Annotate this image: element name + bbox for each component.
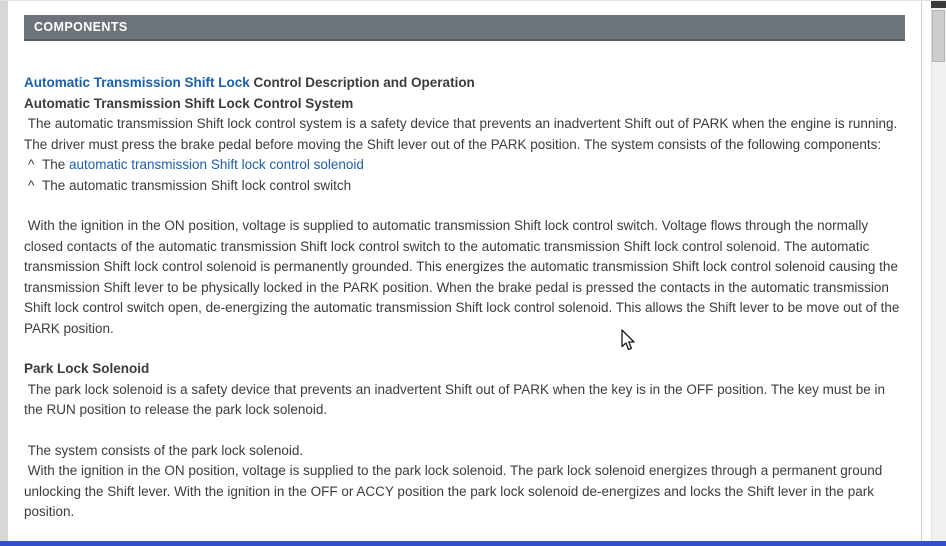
park-lock-paragraph-2: The system consists of the park lock solenoid. — [24, 442, 304, 458]
system-heading: Automatic Transmission Shift Lock Control System — [24, 95, 354, 111]
park-lock-heading: Park Lock Solenoid — [24, 361, 150, 376]
scrollbar-top-cap — [931, 1, 946, 8]
list-item-text: The automatic transmission Shift lock control switch — [42, 177, 352, 193]
section-header-title: COMPONENTS — [34, 20, 128, 34]
page-right-border — [921, 1, 922, 546]
list-item-prefix: The — [42, 157, 70, 172]
left-gutter — [0, 1, 8, 546]
document-title-rest: Control Description and Operation — [249, 75, 475, 90]
bullet-marker: ^ — [28, 157, 35, 172]
list-item-text — [42, 155, 364, 176]
list-item-switch — [24, 176, 906, 197]
list-item-solenoid — [24, 155, 906, 176]
vertical-scrollbar[interactable] — [931, 1, 946, 546]
bullet-marker: ^ — [28, 177, 35, 193]
park-lock-paragraph-1: The park lock solenoid is a safety device that prevents an inadvertent Shift out of PARK when the key is in the OFF position. The key must be in the RUN position to release the park lock solenoid. — [24, 381, 889, 417]
document-title — [24, 73, 906, 94]
park-lock-paragraph-3: With the ignition in the ON position, voltage is supplied to the park lock solenoid. The park lock solenoid energizes through a permanent ground unlocking the Shift lever. With the ignition in the OFF or ACCY position the park lock solenoid de-energizes and locks the Shift lever in the park position. — [24, 463, 887, 519]
scrollbar-thumb[interactable] — [932, 10, 945, 62]
components-section-header — [24, 15, 905, 41]
bottom-accent-bar — [0, 541, 946, 546]
intro-paragraph: The automatic transmission Shift lock control system is a safety device that prevents an inadvertent Shift out of PARK when the engine is running. The driver must press the brake pedal before moving the Shift lever out of the PARK position. The system consists of the following components: — [24, 116, 901, 152]
solenoid-link[interactable]: automatic transmission Shift lock control solenoid — [69, 157, 364, 172]
document-content — [24, 73, 906, 523]
shift-lock-title-link[interactable]: Automatic Transmission Shift Lock — [24, 75, 250, 90]
operation-paragraph: With the ignition in the ON position, voltage is supplied to automatic transmission Shift lock control switch. Voltage flows through the normally closed contacts of the automatic transmission Shift lock control switch to the automatic transmission Shift lock control solenoid. The automatic transmission Shift lock control solenoid is permanently grounded. This energizes the automatic transmission Shift lock control solenoid causing the transmission Shift lever to be physically locked in the PARK position. When the brake pedal is pressed the contacts in the automatic transmission Shift lock control switch open, de-energizing the automatic transmission Shift lock control solenoid. This allows the Shift lever to be move out of the PARK position. — [24, 218, 904, 336]
